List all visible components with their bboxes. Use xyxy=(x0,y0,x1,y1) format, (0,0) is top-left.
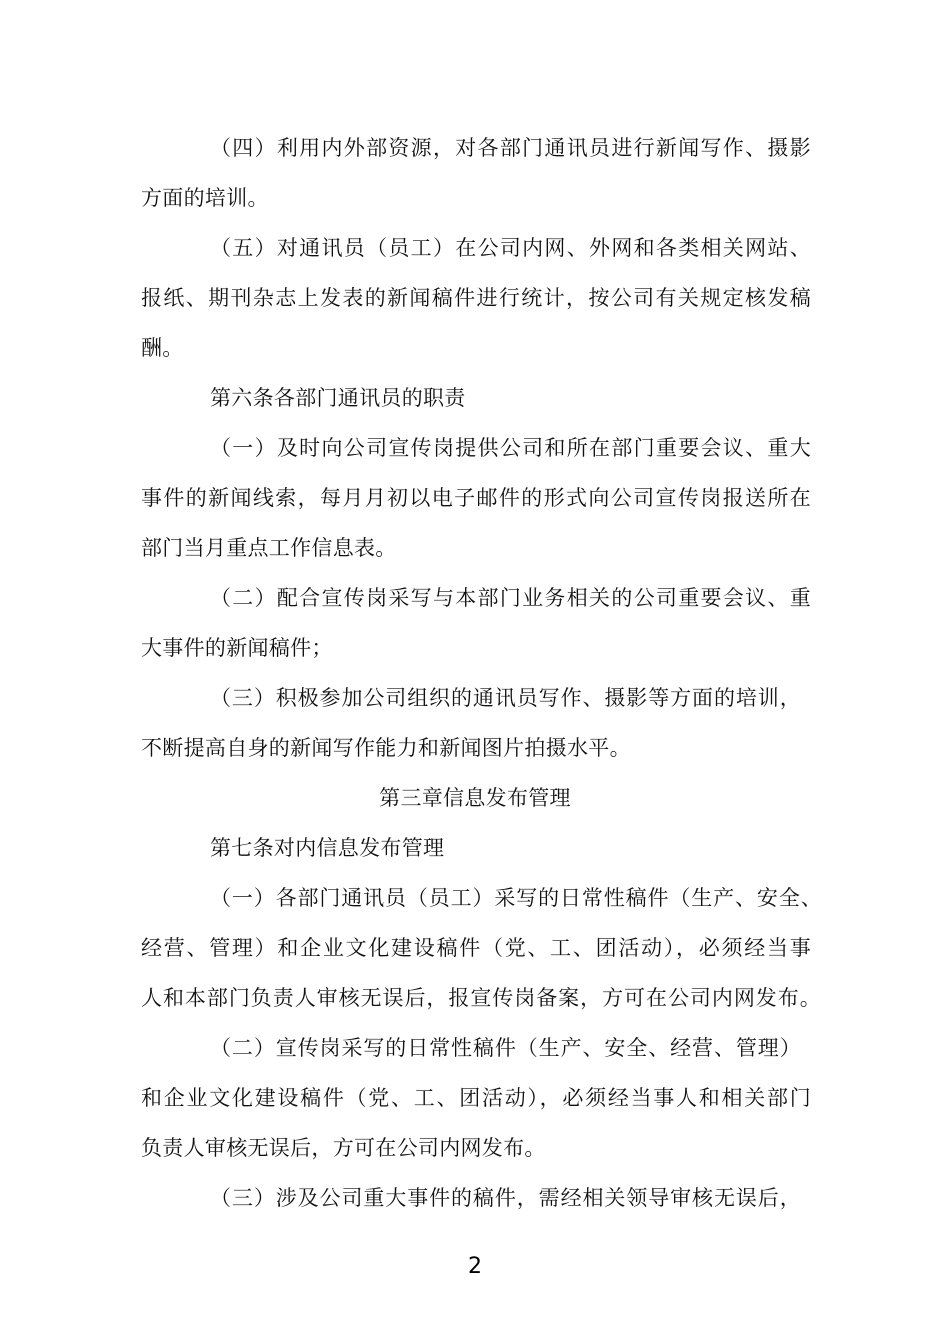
paragraph-line: （三）积极参加公司组织的通讯员写作、摄影等方面的培训， xyxy=(210,686,801,710)
article-heading: 第七条对内信息发布管理 xyxy=(210,836,445,860)
paragraph-line: 方面的培训。 xyxy=(141,186,269,210)
page-number: 2 xyxy=(468,1254,482,1279)
paragraph-line: 经营、管理）和企业文化建设稿件（党、工、团活动），必须经当事 xyxy=(141,936,811,960)
article-heading: 第六条各部门通讯员的职责 xyxy=(210,386,466,410)
paragraph-line: 大事件的新闻稿件； xyxy=(141,636,333,660)
paragraph-line: （二）配合宣传岗采写与本部门业务相关的公司重要会议、重 xyxy=(210,586,811,610)
paragraph-line: （三）涉及公司重大事件的稿件，需经相关领导审核无误后， xyxy=(210,1186,801,1210)
paragraph-line: 事件的新闻线索，每月月初以电子邮件的形式向公司宣传岗报送所在 xyxy=(141,486,811,510)
paragraph-line: 酬。 xyxy=(141,336,184,360)
paragraph-line: 和企业文化建设稿件（党、工、团活动），必须经当事人和相关部门 xyxy=(141,1086,811,1110)
paragraph-line: （一）及时向公司宣传岗提供公司和所在部门重要会议、重大 xyxy=(210,436,811,460)
paragraph-line: （二）宣传岗采写的日常性稿件（生产、安全、经营、管理） xyxy=(210,1036,801,1060)
paragraph-line: 报纸、期刊杂志上发表的新闻稿件进行统计，按公司有关规定核发稿 xyxy=(141,286,811,310)
paragraph-line: 部门当月重点工作信息表。 xyxy=(141,536,397,560)
paragraph-line: （一）各部门通讯员（员工）采写的日常性稿件（生产、安全、 xyxy=(210,886,822,910)
paragraph-line: 不断提高自身的新闻写作能力和新闻图片拍摄水平。 xyxy=(141,736,631,760)
paragraph-line: 负责人审核无误后，方可在公司内网发布。 xyxy=(141,1136,546,1160)
paragraph-line: （五）对通讯员（员工）在公司内网、外网和各类相关网站、 xyxy=(210,236,811,260)
paragraph-line: （四）利用内外部资源，对各部门通讯员进行新闻写作、摄影 xyxy=(210,136,811,160)
paragraph-line: 人和本部门负责人审核无误后，报宣传岗备案，方可在公司内网发布。 xyxy=(141,986,821,1010)
chapter-title: 第三章信息发布管理 xyxy=(379,786,571,810)
